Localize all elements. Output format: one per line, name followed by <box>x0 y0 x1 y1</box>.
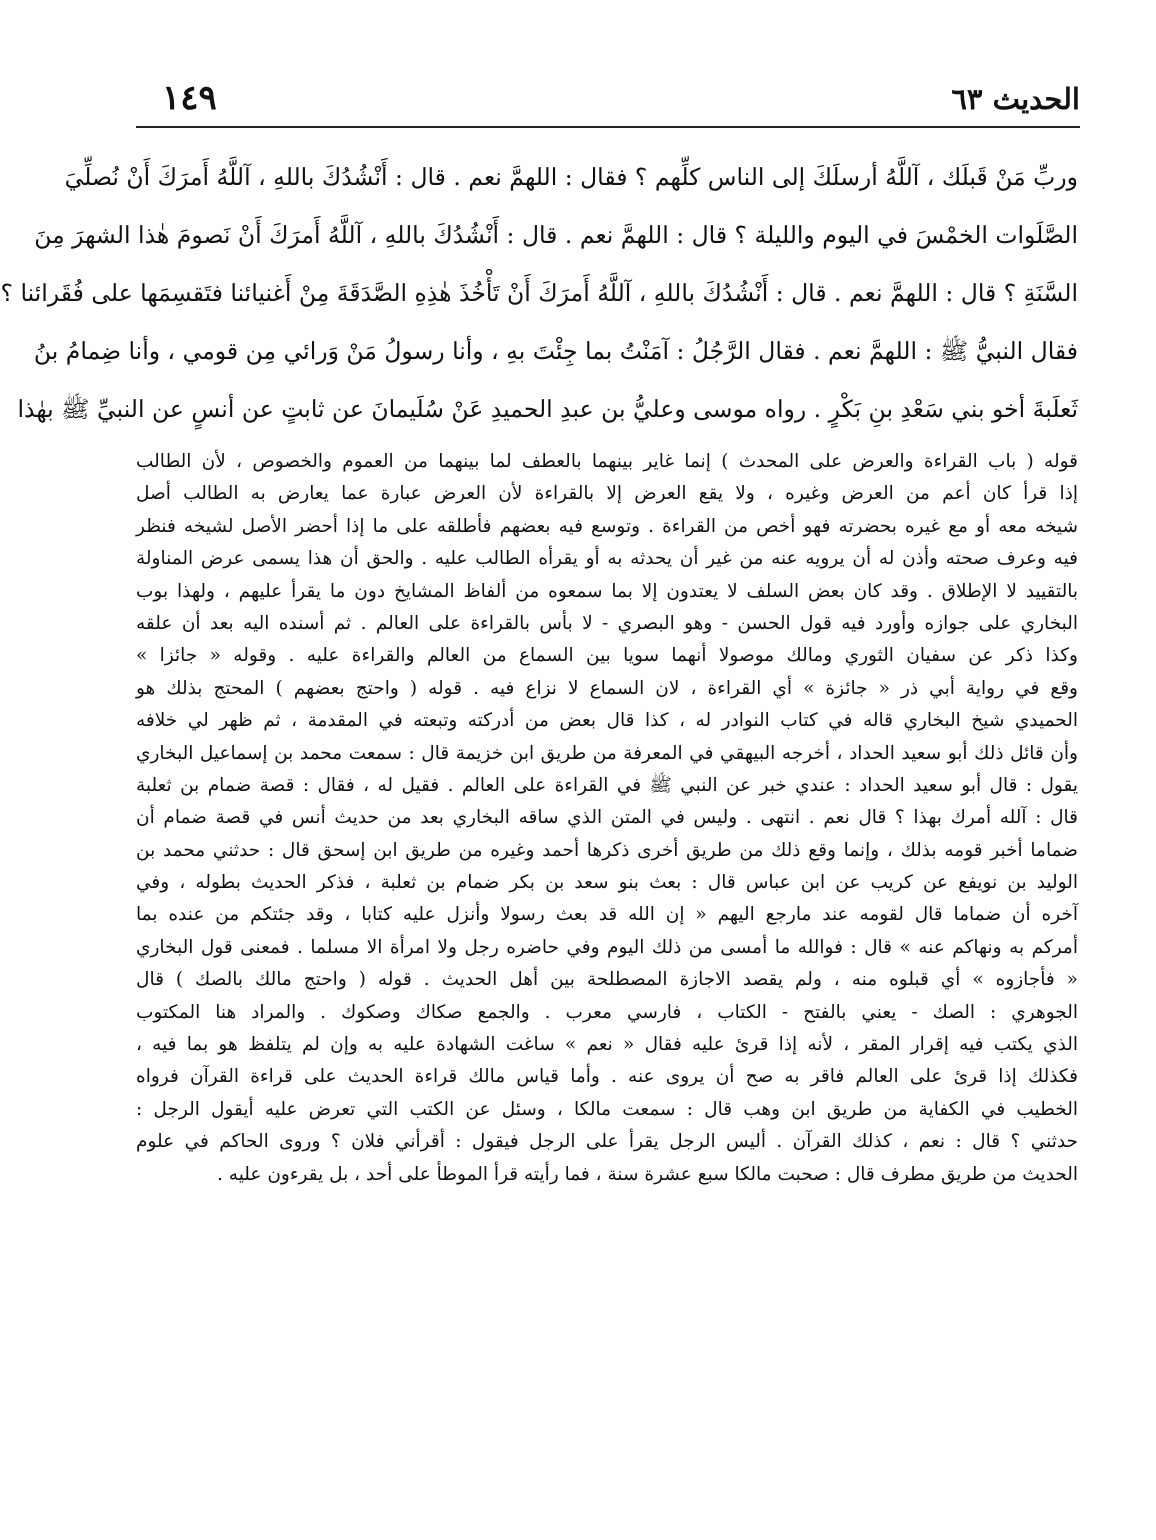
commentary-line: أمركم به ونهاكم عنه » قال : فوالله ما أمسى من ذلك اليوم وفي حاضره رجل ولا امرأة الا مسلما . فمعنى قول البخاري <box>136 936 1078 958</box>
running-title: الحديث ٦٣ <box>951 82 1080 116</box>
commentary-line: فيه وعرف صحته وأذن له أن يرويه عنه من غير أن يحدثه به أو يقرأه الطالب عليه . والحق أن هذا يسمى عرض المناولة <box>136 548 1078 570</box>
commentary-line: حدثني ؟ قال : نعم ، كذلك القرآن . أليس الرجل يقرأ على الرجل فيقول : أقرأني فلان ؟ وروى الحاكم في علوم <box>136 1131 1078 1153</box>
hadith-line: ثَعلَبةَ أخو بني سَعْدِ بنِ بَكْرٍ . رواه موسى وعليُّ بن عبدِ الحميدِ عَنْ سُلَيمانَ عن ثابتٍ عن أنسٍ عن النبيِّ ﷺ بهٰذا <box>17 395 1078 423</box>
commentary-line: قوله ( باب القراءة والعرض على المحدث ) إنما غاير بينهما بالعطف لما بينهما من العموم والخصوص ، لأن الطالب <box>136 451 1078 472</box>
commentary-line: وأن قائل ذلك أبو سعيد الحداد ، أخرجه البيهقي في المعرفة من طريق ابن خزيمة قال : سمعت محمد بن إسماعيل البخاري <box>136 742 1078 764</box>
commentary-line: إذا قرأ كان أعم من العرض وغيره ، ولا يقع العرض إلا بالقراءة لأن العرض عبارة عما يعارض به الطالب أصل <box>136 483 1078 505</box>
commentary-line: « فأجازوه » أي قبلوه منه ، ولم يقصد الاجازة المصطلحة بين أهل الحديث . قوله ( واحتج مالك بالصك ) قال <box>136 969 1078 991</box>
commentary-text <box>136 446 1078 1191</box>
commentary-line: يقول : قال أبو سعيد الحداد : عندي خبر عن النبي ﷺ في القراءة على العالم . فقيل له ، فقال : قصة ضمام بن ثعلبة <box>136 774 1078 796</box>
hadith-line: فقال النبيُّ ﷺ : اللهمَّ نعم . فقال الرَّجُلُ : آمَنْتُ بما جِئْتَ بهِ ، وأنا رسولُ مَنْ وَرائي مِن قومي ، وأنا ضِمامُ بنُ <box>33 337 1078 365</box>
commentary-line: آخره أن ضماما قال لقومه عند مارجع اليهم « إن الله قد بعث رسولا وأنزل عليه كتابا ، وقد جئتكم من عنده بما <box>136 904 1078 926</box>
commentary-line: الحديث من طريق مطرف قال : صحبت مالكا سبع عشرة سنة ، فما رأيته قرأ الموطأ على أحد ، بل يقرءون عليه . <box>217 1163 1078 1185</box>
page-number: ١٤٩ <box>162 78 217 118</box>
commentary-line: بالتقييد لا الإطلاق . وقد كان بعض السلف لا يعتدون إلا بما سمعوه من ألفاظ المشايخ دون ما يقرأ عليهم ، ولهذا بوب <box>136 580 1078 602</box>
commentary-line: قال : آلله أمرك بهذا ؟ قال نعم . انتهى . وليس في المتن الذي ساقه البخاري بعد من حديث أنس في قصة ضمام أن <box>136 807 1078 829</box>
commentary-line: شيخه معه أو مع غيره بحضرته فهو أخص من القراءة . وتوسع فيه بعضهم فأطلقه على ما إذا أحضر الأصل لشيخه فنظر <box>136 515 1078 537</box>
hadith-line: وربِّ مَنْ قَبلَك ، آللَّهُ أرسلَكَ إلى الناس كلِّهم ؟ فقال : اللهمَّ نعم . قال : أَنْشُدُكَ باللهِ ، آللَّهُ أَمرَكَ أَنْ نُصلِّيَ <box>64 163 1078 191</box>
commentary-line: وقع في رواية أبي ذر « جائزة » أي القراءة ، لان السماع لا نزاع فيه . قوله ( واحتج بعضهم ) المحتج بذلك هو <box>136 677 1078 699</box>
commentary-line: وكذا ذكر عن سفيان الثوري ومالك موصولا أنهما سويا بين السماع من العالم والقراءة عليه . وقوله « جائزا » <box>136 645 1078 667</box>
commentary-line: البخاري على جوازه وأورد فيه قول الحسن - وهو البصري - لا بأس بالقراءة على العالم . ثم أسنده اليه بعد أن علقه <box>136 612 1078 634</box>
hadith-line: الصَّلَوات الخمْسَ في اليوم والليلة ؟ قال : اللهمَّ نعم . قال : أَنْشُدُكَ باللهِ ، آللَّهُ أَمرَكَ أَنْ نَصومَ هٰذا الشهرَ مِنَ <box>34 221 1078 249</box>
commentary-line: الخطيب في الكفاية من طريق ابن وهب قال : سمعت مالكا ، وسئل عن الكتب التي تعرض عليه أيقول الرجل : <box>136 1098 1078 1120</box>
hadith-line: السَّنَةِ ؟ قال : اللهمَّ نعم . قال : أَنْشُدُكَ باللهِ ، آللَّهُ أَمرَكَ أَنْ تَأْخُذَ هٰذِهِ الصَّدَقَةَ مِنْ أَغنيائنا فتَقسِمَها على فُقَرائنا ؟ <box>0 279 1078 307</box>
commentary-line: الجوهري : الصك - يعني بالفتح - الكتاب ، فارسي معرب . والجمع صكاك وصكوك . والمراد هنا المكتوب <box>136 1001 1078 1023</box>
hadith-text <box>0 148 1078 438</box>
header-divider <box>136 126 1080 128</box>
commentary-line: الحميدي شيخ البخاري قاله في كتاب النوادر له ، كذا قال بعض من أدركته وتبعته في المقدمة ، ثم ظهر لي خلافه <box>136 710 1078 732</box>
commentary-line: فكذلك إذا قرئ على العالم فاقر به صح أن يروى عنه . وأما قياس مالك قراءة الحديث على قراءة القرآن فرواه <box>136 1066 1078 1088</box>
commentary-line: الذي يكتب فيه إقرار المقر ، لأنه إذا قرئ عليه فقال « نعم » ساغت الشهادة عليه به وإن لم يتلفظ هو بما فيه ، <box>136 1034 1078 1056</box>
page-header <box>136 78 1080 126</box>
commentary-line: الوليد بن نويفع عن كريب عن ابن عباس قال : بعث بنو سعد بن بكر ضمام بن ثعلبة ، فذكر الحديث بطوله ، وفي <box>136 872 1078 894</box>
commentary-line: ضماما أخبر قومه بذلك ، وإنما وقع ذلك من طريق أخرى ذكرها أحمد وغيره من طريق ابن إسحق قال : حدثني محمد بن <box>136 839 1078 861</box>
